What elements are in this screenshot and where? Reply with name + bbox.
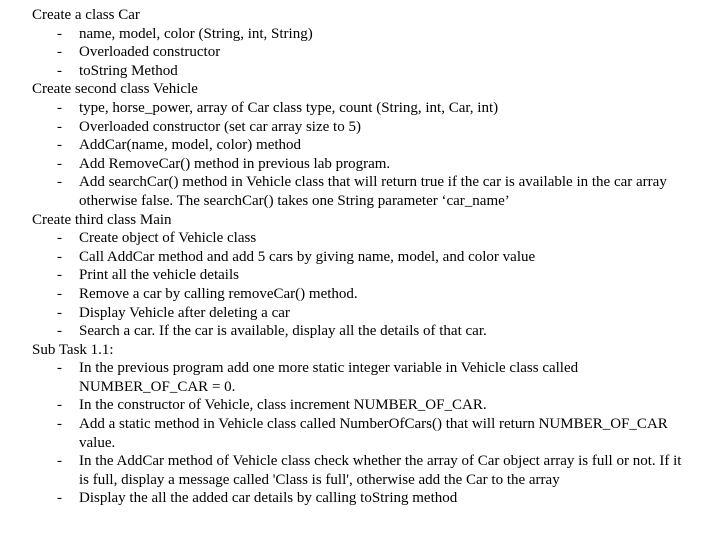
bullet-dash: - [57,62,62,79]
list-item [32,155,692,174]
bullet-dash: - [57,25,62,42]
list-item [32,99,692,118]
list-item [32,25,692,44]
list-item-text: name, model, color (String, int, String) [79,25,313,42]
bullet-dash: - [57,304,62,321]
list-item-text: Add searchCar() method in Vehicle class that will return true if the car is available in the car array otherwise false. The searchCar() takes one String parameter ‘car_name’ [79,174,667,209]
list-item-text: Display Vehicle after deleting a car [79,304,290,321]
section-heading-vehicle: Create second class Vehicle [32,81,198,98]
list-item [32,322,692,341]
section-list-car [32,25,692,81]
bullet-dash: - [57,453,62,470]
bullet-dash: - [57,248,62,265]
bullet-dash: - [57,137,62,154]
list-item [32,285,692,304]
bullet-dash: - [57,360,62,377]
list-item [32,43,692,62]
list-item [32,415,692,452]
section-list-vehicle [32,99,692,211]
bullet-dash: - [57,323,62,340]
list-item-text: Remove a car by calling removeCar() method. [79,285,358,302]
list-item-text: Overloaded constructor [79,44,221,61]
bullet-dash: - [57,99,62,116]
list-item-text: Print all the vehicle details [79,267,239,284]
list-item [32,62,692,81]
bullet-dash: - [57,267,62,284]
list-item [32,173,692,210]
bullet-dash: - [57,416,62,433]
bullet-dash: - [57,118,62,135]
document-body [32,6,692,508]
list-item [32,452,692,489]
list-item-text: Create object of Vehicle class [79,230,257,247]
list-item-text: AddCar(name, model, color) method [79,137,302,154]
list-item-text: toString Method [79,62,178,79]
bullet-dash: - [57,44,62,61]
list-item-text: In the previous program add one more static integer variable in Vehicle class called NUMBER_OF_CAR = 0. [79,360,579,395]
list-item-text: Add RemoveCar() method in previous lab program. [79,155,391,172]
list-item-text: In the AddCar method of Vehicle class check whether the array of Car object array is full or not. If it is full, display a message called 'Class is full', otherwise add the Car to the array [79,453,682,488]
list-item-text: Overloaded constructor (set car array size to 5) [79,118,361,135]
list-item-text: Add a static method in Vehicle class called NumberOfCars() that will return NUMBER_OF_CAR value. [79,416,668,451]
list-item-text: Display the all the added car details by calling toString method [79,490,458,507]
section-heading-main: Create third class Main [32,211,172,228]
list-item [32,118,692,137]
list-item [32,359,692,396]
section-list-subtask [32,359,692,508]
list-item [32,248,692,267]
bullet-dash: - [57,490,62,507]
list-item [32,229,692,248]
bullet-dash: - [57,397,62,414]
list-item-text: Call AddCar method and add 5 cars by giving name, model, and color value [79,248,536,265]
bullet-dash: - [57,174,62,191]
list-item [32,304,692,323]
list-item-text: type, horse_power, array of Car class type, count (String, int, Car, int) [79,99,499,116]
list-item-text: Search a car. If the car is available, display all the details of that car. [79,323,487,340]
section-heading-subtask: Sub Task 1.1: [32,341,114,358]
section-heading-car: Create a class Car [32,7,140,23]
bullet-dash: - [57,285,62,302]
bullet-dash: - [57,230,62,247]
list-item [32,489,692,508]
list-item-text: In the constructor of Vehicle, class increment NUMBER_OF_CAR. [79,397,487,414]
list-item [32,396,692,415]
section-list-main [32,229,692,341]
bullet-dash: - [57,155,62,172]
list-item [32,136,692,155]
list-item [32,266,692,285]
